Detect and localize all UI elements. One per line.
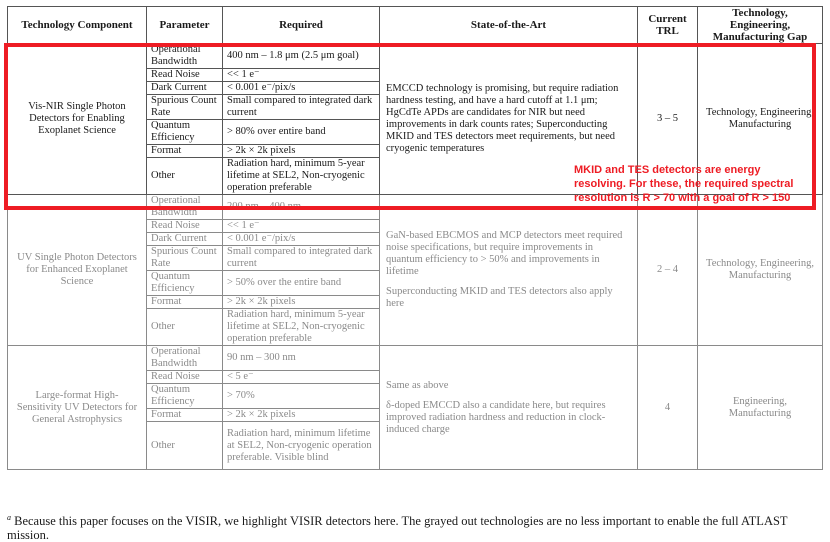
header-gap: Technology, Engineering, Manufacturing Gap <box>698 7 823 44</box>
required-cell: Radiation hard, minimum 5-year lifetime at SEL2, Non-cryogenic operation preferable <box>223 158 380 195</box>
param-cell: Read Noise <box>147 371 223 384</box>
required-cell: 90 nm – 300 nm <box>223 346 380 371</box>
required-cell: > 2k × 2k pixels <box>223 409 380 422</box>
header-row <box>8 7 823 44</box>
param-cell: Quantum Efficiency <box>147 120 223 145</box>
table-row <box>8 44 823 69</box>
param-cell: Spurious Count Rate <box>147 95 223 120</box>
annotation-note: MKID and TES detectors are energy resolving. For these, the required spectral resolution is R > 70 with a goal of R > 150 <box>574 164 794 204</box>
footnote <box>7 511 822 542</box>
param-cell: Format <box>147 409 223 422</box>
footnote-text: Because this paper focuses on the VISIR, we highlight VISIR detectors here. The grayed out technologies are no less important to enable the full ATLAST mission. <box>7 514 788 542</box>
required-cell: > 80% over entire band <box>223 120 380 145</box>
required-cell: < 0.001 e⁻/pix/s <box>223 82 380 95</box>
trl-cell: 3 – 5 <box>638 44 698 195</box>
param-cell: Operational Bandwidth <box>147 346 223 371</box>
table-row <box>8 346 823 371</box>
required-cell: > 70% <box>223 384 380 409</box>
required-cell: > 2k × 2k pixels <box>223 145 380 158</box>
sota-cell <box>380 346 638 470</box>
required-cell: Small compared to integrated dark current <box>223 246 380 271</box>
footnote-marker: a <box>7 513 11 522</box>
param-cell: Operational Bandwidth <box>147 44 223 69</box>
sota-cell <box>380 195 638 346</box>
required-cell: << 1 e⁻ <box>223 220 380 233</box>
row-group-large-format-uv <box>8 346 823 470</box>
header-state-of-the-art: State-of-the-Art <box>380 7 638 44</box>
param-cell: Other <box>147 158 223 195</box>
param-cell: Quantum Efficiency <box>147 384 223 409</box>
param-cell: Dark Current <box>147 82 223 95</box>
required-cell: < 5 e⁻ <box>223 371 380 384</box>
component-cell: Vis-NIR Single Photon Detectors for Enabling Exoplanet Science <box>8 44 147 195</box>
param-cell: Format <box>147 296 223 309</box>
param-cell: Other <box>147 422 223 470</box>
required-cell: Radiation hard, minimum 5-year lifetime at SEL2, Non-cryogenic operation preferable <box>223 309 380 346</box>
trl-cell: 4 <box>638 346 698 470</box>
trl-cell: 2 – 4 <box>638 195 698 346</box>
sota-paragraph: GaN-based EBCMOS and MCP detectors meet required noise specifications, but require improvements in quantum efficiency to > 50% and improvements in lifetime <box>386 230 623 277</box>
param-cell: Other <box>147 309 223 346</box>
row-group-uv-single-photon <box>8 195 823 346</box>
gap-cell: Technology, Engineering, Manufacturing <box>698 195 823 346</box>
sota-paragraph: Superconducting MKID and TES detectors also apply here <box>386 286 613 309</box>
gap-cell: Engineering, Manufacturing <box>698 346 823 470</box>
required-cell: 400 nm – 1.8 μm (2.5 μm goal) <box>223 44 380 69</box>
sota-paragraph: δ-doped EMCCD also a candidate here, but requires improved radiation hardness and reduction in clock-induced charge <box>386 399 606 435</box>
param-cell: Spurious Count Rate <box>147 246 223 271</box>
required-cell: << 1 e⁻ <box>223 69 380 82</box>
required-cell: > 2k × 2k pixels <box>223 296 380 309</box>
component-cell: Large-format High-Sensitivity UV Detectors for General Astrophysics <box>8 346 147 470</box>
required-cell: > 50% over the entire band <box>223 271 380 296</box>
param-cell: Read Noise <box>147 69 223 82</box>
gap-cell: Technology, Engineering, Manufacturing <box>698 44 823 195</box>
component-cell: UV Single Photon Detectors for Enhanced Exoplanet Science <box>8 195 147 346</box>
header-parameter: Parameter <box>147 7 223 44</box>
required-cell: Radiation hard, minimum lifetime at SEL2, Non-cryogenic operation preferable. Visible blind <box>223 422 380 470</box>
sota-paragraph: Same as above <box>386 379 449 391</box>
param-cell: Format <box>147 145 223 158</box>
technology-table <box>7 6 823 470</box>
param-cell: Read Noise <box>147 220 223 233</box>
required-cell: Small compared to integrated dark current <box>223 95 380 120</box>
param-cell: Dark Current <box>147 233 223 246</box>
param-cell: Operational Bandwidth <box>147 195 223 220</box>
header-component: Technology Component <box>8 7 147 44</box>
required-cell: 200 nm – 400 nm <box>223 195 380 220</box>
header-current-trl: Current TRL <box>638 7 698 44</box>
header-required: Required <box>223 7 380 44</box>
required-cell: < 0.001 e⁻/pix/s <box>223 233 380 246</box>
sota-paragraph: EMCCD technology is promising, but require radiation hardness testing, and have a hard cutoff at 1.1 μm; HgCdTe APDs are candidates for NIR but need improvements in dark counts rates; Superconducting MKID and TES detectors meet requirements, but need cryogenic temperatures <box>386 83 619 154</box>
param-cell: Quantum Efficiency <box>147 271 223 296</box>
